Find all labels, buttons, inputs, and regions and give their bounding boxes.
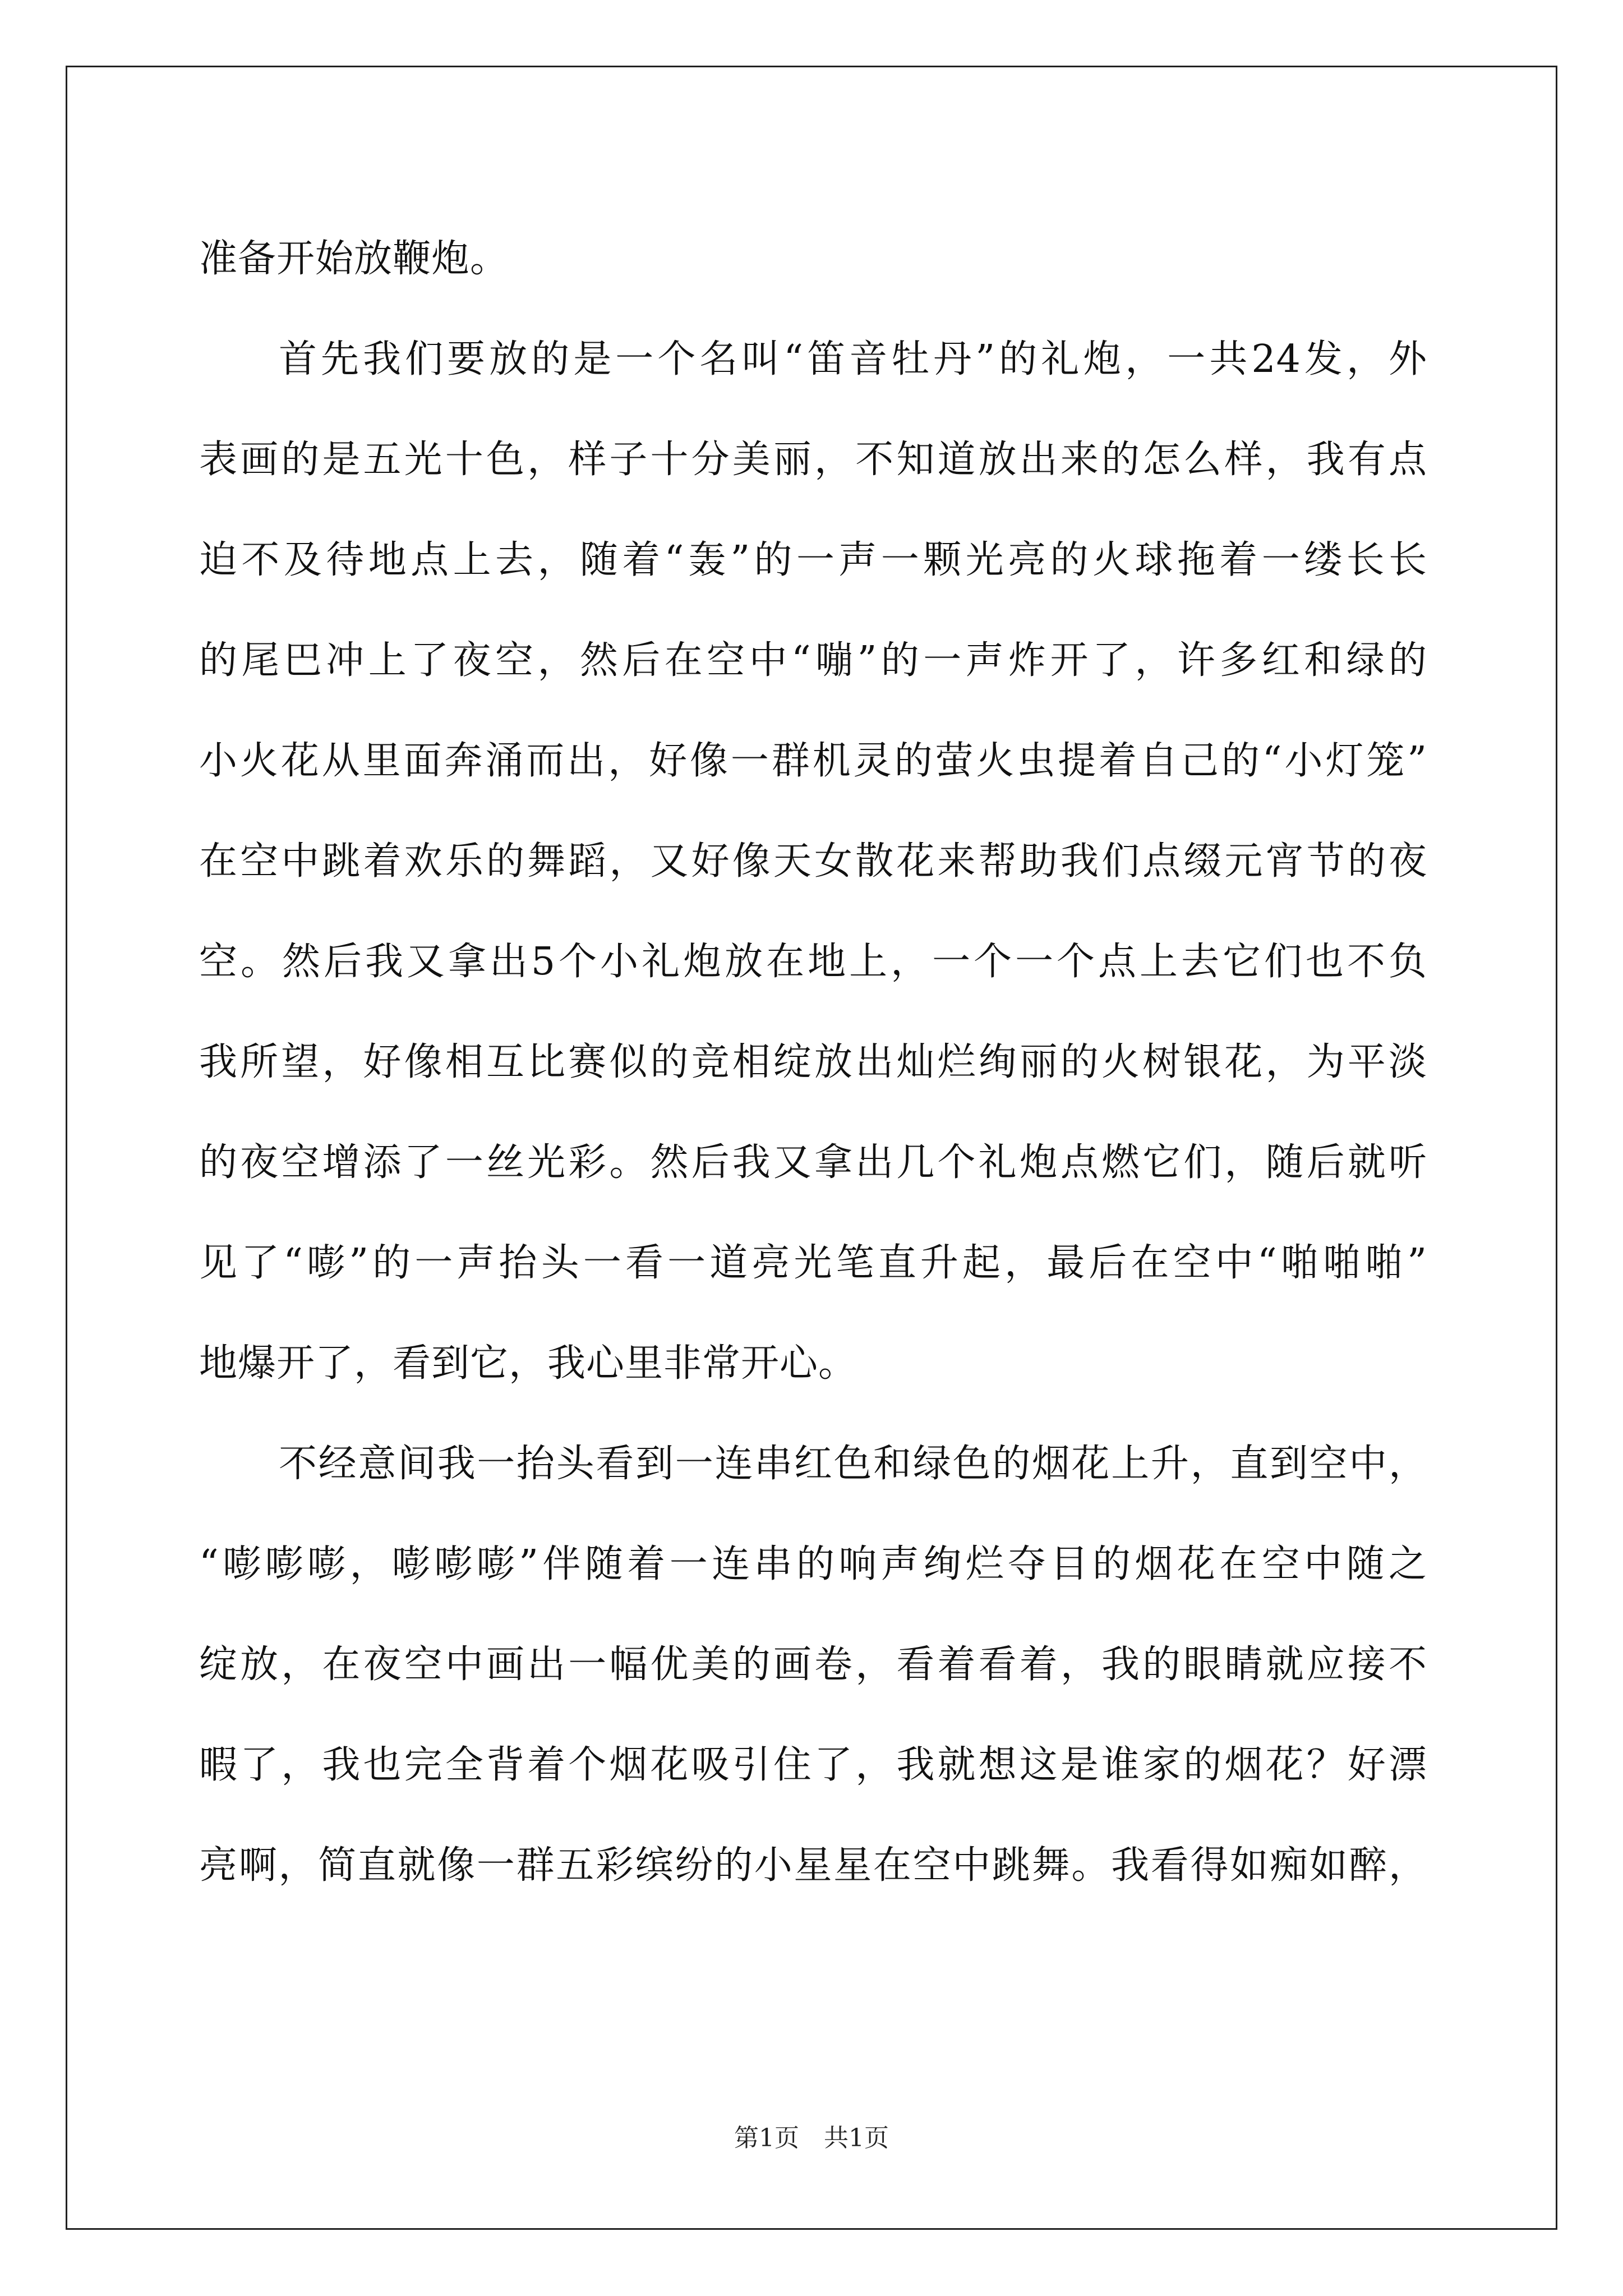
text-line: 亮啊，简直就像一群五彩缤纷的小星星在空中跳舞。我看得如痴如醉， (199, 1843, 1427, 1888)
text-line: 地爆开了，看到它，我心里非常开心。 (199, 1341, 857, 1386)
text-line: 表画的是五光十色，样子十分美丽，不知道放出来的怎么样，我有点 (199, 438, 1427, 482)
text-line: 空。然后我又拿出5个小礼炮放在地上，一个一个点上去它们也不负 (199, 940, 1427, 984)
text-line: 在空中跳着欢乐的舞蹈，又好像天女散花来帮助我们点缀元宵节的夜 (199, 839, 1427, 884)
text-line: 迫不及待地点上去，随着“轰”的一声一颗光亮的火球拖着一缕长长 (199, 538, 1427, 582)
text-line: 见了“嘭”的一声抬头一看一道亮光笔直升起，最后在空中“啪啪啪” (199, 1241, 1427, 1285)
text-line: “嘭嘭嘭，嘭嘭嘭”伴随着一连串的响声绚烂夺目的烟花在空中随之 (199, 1542, 1427, 1586)
text-line: 我所望，好像相互比赛似的竞相绽放出灿烂绚丽的火树银花，为平淡 (199, 1040, 1427, 1084)
text-line: 的夜空增添了一丝光彩。然后我又拿出几个礼炮点燃它们，随后就听 (199, 1140, 1427, 1185)
document-body (199, 209, 1427, 1916)
text-line: 绽放，在夜空中画出一幅优美的画卷，看着看着，我的眼睛就应接不 (199, 1642, 1427, 1687)
text-line: 小火花从里面奔涌而出，好像一群机灵的萤火虫提着自己的“小灯笼” (199, 739, 1427, 783)
text-line: 准备开始放鞭炮。 (199, 237, 509, 281)
text-line: 暇了，我也完全背着个烟花吸引住了，我就想这是谁家的烟花？好漂 (199, 1743, 1427, 1787)
text-line: 的尾巴冲上了夜空，然后在空中“嘣”的一声炸开了，许多红和绿的 (199, 638, 1427, 683)
text-line: 不经意间我一抬头看到一连串红色和绿色的烟花上升，直到空中， (279, 1442, 1427, 1486)
page-number: 第1页 共1页 (734, 2124, 889, 2152)
text-line: 首先我们要放的是一个名叫“笛音牡丹”的礼炮，一共24发，外 (279, 337, 1427, 381)
